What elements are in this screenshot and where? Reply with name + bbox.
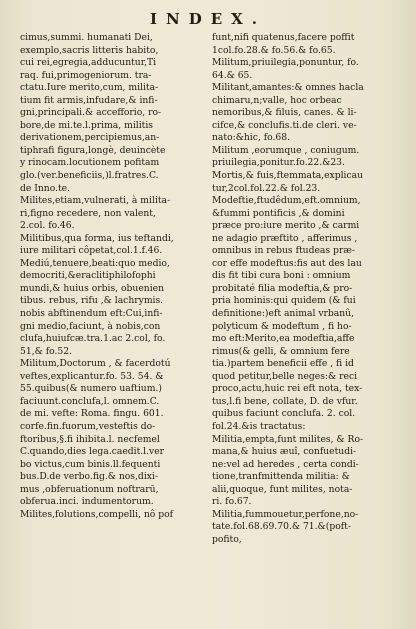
text-line: Militum,priuilegia,ponuntur, fo.: [212, 57, 359, 69]
text-line: exemplo,sacris litteris habito,: [20, 44, 159, 56]
text-line: tium fit armis,infudare,& infi-: [20, 94, 158, 106]
text-line: mus ,obferuationum noftrarū,: [20, 483, 159, 495]
text-line: Militia,empta,funt milites, & Ro-: [212, 433, 364, 445]
text-line: funt,nifi quatenus,facere poffit: [212, 32, 355, 43]
text-line: de Inno.te.: [20, 182, 71, 194]
page-header: INDEX.: [149, 10, 267, 28]
text-line: ne:vel ad heredes , certa condi-: [212, 458, 359, 470]
text-line: Milites,etiam,vulnerati, à milita-: [20, 195, 171, 207]
text-line: dis fit tibi cura boni : omnium: [212, 270, 351, 282]
text-line: Milites,folutions,compelli, nô pof: [20, 508, 174, 520]
text-line: gni,principali.& accefforio, ro-: [20, 107, 162, 119]
text-line: tur,2col.fol.22.& fol.23.: [212, 182, 321, 194]
text-line: C.quando,dies lega.caedit.l.ver: [20, 446, 165, 458]
text-line: Militia,fummouetur,perfone,no-: [212, 508, 359, 520]
text-line: bore,de mi.te.l.prima, militis: [20, 119, 153, 131]
text-line: tibus. rebus, rifu ,& lachrymis.: [20, 295, 164, 307]
text-line: ctatu.Iure merito,cum, milita-: [20, 82, 159, 94]
text-line: nobis abftinendum eft:Cui,infi-: [20, 308, 163, 320]
text-line: 1col.fo.28.& fo.56.& fo.65.: [212, 44, 336, 56]
text-line: clufa,huiufcæ.tra.1.ac 2.col, fo.: [20, 333, 166, 345]
text-line: Militant,amantes:& omnes hacla: [212, 82, 364, 94]
text-line: præce pro:iure merito ,& carmi: [212, 220, 360, 232]
text-line: omnibus in rebus ftudeas præ-: [212, 245, 356, 257]
text-line: veftes,explicantur.fo. 53. 54. &: [20, 370, 164, 382]
text-line: quibus faciunt conclufa. 2. col.: [212, 408, 356, 420]
text-line: democriti,&eraclitiphilofophi: [20, 270, 156, 282]
text-line: cor effe modeftus:fis aut des lau: [212, 257, 362, 269]
text-line: 2.col. fo.46.: [20, 220, 75, 232]
text-line: chimaru,n;valle, hoc orbeac: [212, 94, 342, 106]
text-line: bus.D.de verbo.fig.& nos,dixi-: [20, 471, 158, 483]
text-line: corfe.fin.fuorum,vesteftis do-: [20, 420, 156, 432]
text-line: ne adagio præftito , afferimus ,: [212, 232, 358, 244]
text-line: glo.(ver.beneficiis,)l.fratres.C.: [20, 170, 159, 182]
text-line: Militum ,eorumque , coniugum.: [212, 144, 360, 156]
text-line: faciuunt.conclufa,l. omnem.C.: [20, 395, 160, 407]
text-line: fol.24.&is tractatus:: [212, 420, 306, 432]
text-line: polyticum & modeftum , fi ho-: [212, 320, 352, 332]
right-column: [212, 32, 404, 624]
text-line: ftoribus,§.fi ihibita.l. necfemel: [20, 433, 160, 445]
text-line: ri,figno recedere, non valent,: [20, 207, 156, 219]
text-line: y rinocam.locutionem pofitam: [20, 157, 160, 169]
text-line: derivationem,percipiemus,an-: [20, 132, 160, 144]
text-line: Militum,Doctorum , & facerdotú: [20, 358, 171, 370]
text-line: pofito,: [212, 533, 242, 545]
text-line: bo victus,cum binis.ll.fequenti: [20, 458, 161, 470]
text-line: Mortis,& fuis,ftemmata,explicau: [212, 170, 364, 182]
text-line: iure militari côpetat,col.1.f.46.: [20, 245, 163, 257]
text-line: mo eft:Merito,ea modeftia,affe: [212, 333, 355, 345]
text-line: quod petitur,belle neges:& reci: [212, 370, 358, 382]
text-line: &fummi pontificis ,& domini: [212, 207, 345, 219]
text-line: Modeftie,ftudêdum,eft.omnium,: [212, 195, 361, 207]
text-line: tiphrafi figura,longè, deuincète: [20, 144, 166, 156]
text-line: proco,actu,huic rei eft nota, tex-: [212, 383, 363, 395]
text-line: cifce,& conclufis.ti.de cleri. ve-: [212, 119, 357, 131]
text-line: tate.fol.68.69.70.& 71.&(poft-: [212, 521, 351, 533]
text-line: gni medio,faciunt, à nobis,con: [20, 320, 161, 332]
text-line: raq. fui,primogeniorum. tra-: [20, 69, 152, 81]
text-line: Mediú,tenuere,beati:quo medio,: [20, 257, 170, 269]
text-line: ri. fo.67.: [212, 496, 252, 508]
text-line: cui rei,egregia,adducuntur,Ti: [20, 57, 157, 69]
text-line: mundi,& huius orbis, obuenien: [20, 282, 164, 294]
text-line: priuilegia,ponitur.fo.22.&23.: [212, 157, 345, 169]
text-line: 55.quibus(& numero uaftium.): [20, 383, 162, 395]
text-line: alii,quoque, funt milites, nota-: [212, 483, 353, 495]
text-line: Militibus,qua forma, ius teftandi,: [20, 232, 174, 244]
text-line: tus,l.fi bene, collate, D. de vfur.: [212, 395, 358, 407]
text-line: 64.& 65.: [212, 69, 253, 81]
text-line: mana,& huius æuî, confuetudi-: [212, 446, 357, 458]
text-line: tia.)partem beneficii effe , fi id: [212, 358, 354, 370]
text-line: cimus,summi. humanati Dei,: [20, 32, 153, 43]
text-line: de mi. vefte: Roma. fingu. 601.: [20, 408, 164, 420]
text-line: probitaté filia modeftia,& pro-: [212, 282, 353, 294]
text-line: nato:&hic, fo.68.: [212, 132, 291, 144]
text-line: definitione:)eft animal vrbanû,: [212, 308, 355, 320]
text-line: rimus(& gelli, & omnium fere: [212, 345, 350, 357]
text-line: nemoribus,& filuis, canes. & li-: [212, 107, 357, 119]
text-line: obferua.inci. indumentorum.: [20, 496, 154, 508]
text-line: tione,tranfmittenda militia: &: [212, 471, 350, 483]
text-line: pria hominis:qui quidem (& fui: [212, 295, 356, 307]
left-column: [20, 32, 212, 624]
text-line: 51,& fo.52.: [20, 345, 73, 357]
